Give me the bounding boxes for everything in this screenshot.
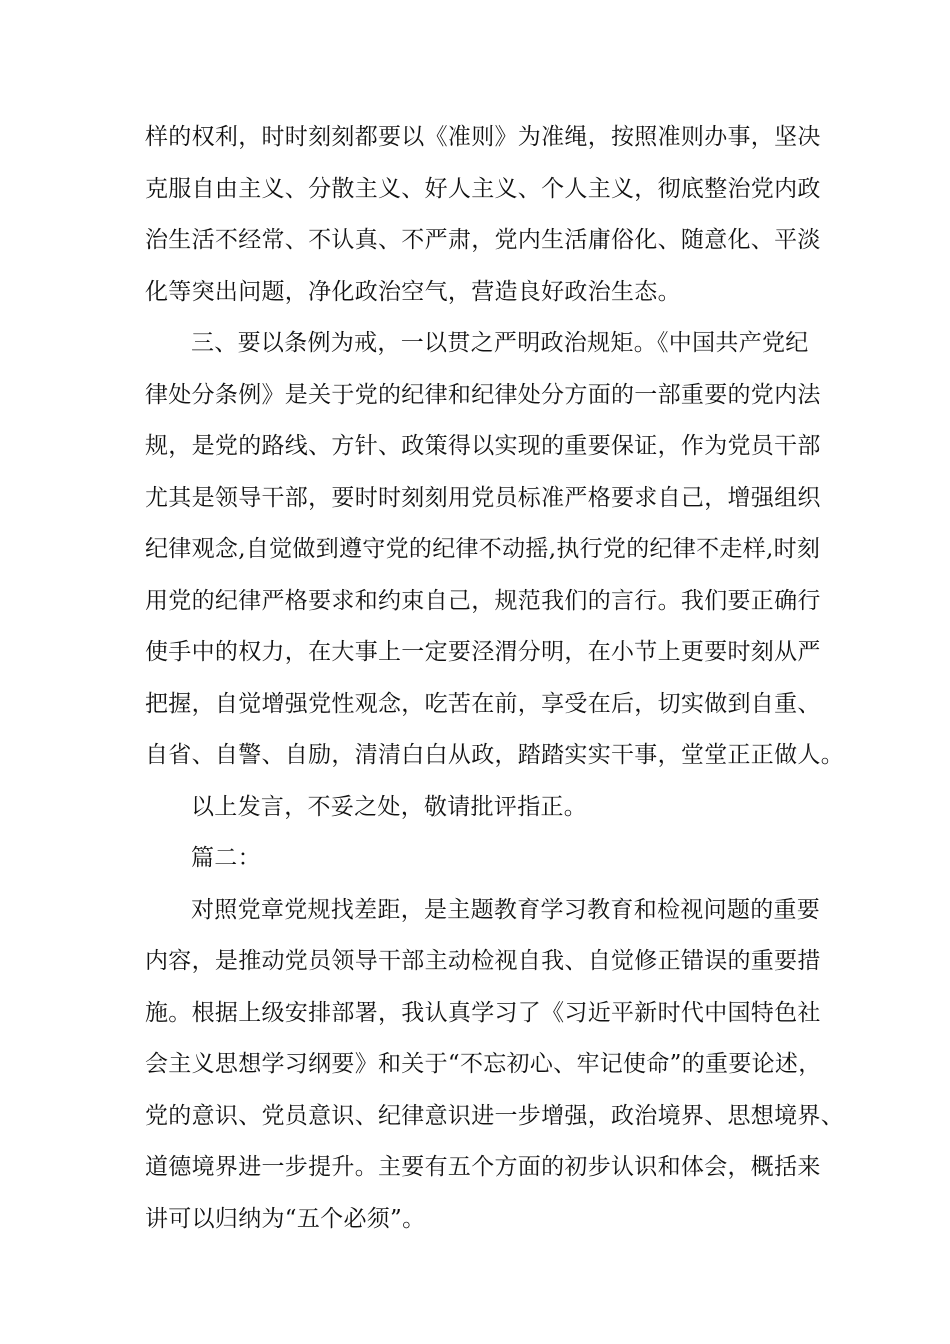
text-line: 道德境界进一步提升。主要有五个方面的初步认识和体会，概括来 xyxy=(145,1154,821,1180)
text-line: 把握，自觉增强党性观念，吃苦在前，享受在后，切实做到自重、 xyxy=(145,690,821,717)
text-line: 党的意识、党员意识、纪律意识进一步增强，政治境界、思想境界、 xyxy=(145,1102,844,1129)
text-line: 施。根据上级安排部署，我认真学习了《习近平新时代中国特色社 xyxy=(145,999,821,1026)
document-body xyxy=(145,112,845,1245)
text-line: 三、要以条例为戒，一以贯之严明政治规矩。《中国共产党纪 xyxy=(191,330,809,356)
text-line: 使手中的权力，在大事上一定要泾渭分明，在小节上更要时刻从严 xyxy=(145,639,821,665)
text-line: 用党的纪律严格要求和约束自己，规范我们的言行。我们要正确行 xyxy=(145,587,821,614)
text-line: 规，是党的路线、方针、政策得以实现的重要保证，作为党员干部 xyxy=(145,433,821,459)
text-line: 讲可以归纳为“五个必须”。 xyxy=(145,1205,426,1232)
text-line: 化等突出问题，净化政治空气，营造良好政治生态。 xyxy=(145,278,681,305)
text-line: 内容，是推动党员领导干部主动检视自我、自觉修正错误的重要措 xyxy=(145,948,821,974)
text-line: 律处分条例》是关于党的纪律和纪律处分方面的一部重要的党内法 xyxy=(145,381,821,408)
text-line: 会主义思想学习纲要》和关于“不忘初心、牢记使命”的重要论述， xyxy=(145,1051,822,1077)
text-line: 篇二： xyxy=(191,845,261,871)
text-line: 自省、自警、自励，清清白白从政，踏踏实实干事，堂堂正正做人。 xyxy=(145,742,844,768)
text-line: 以上发言，不妥之处，敬请批评指正。 xyxy=(191,793,588,820)
text-line: 尤其是领导干部，要时时刻刻用党员标准严格要求自己，增强组织 xyxy=(145,484,821,511)
text-line: 纪律观念,自觉做到遵守党的纪律不动摇,执行党的纪律不走样,时刻 xyxy=(145,536,821,562)
text-line: 对照党章党规找差距，是主题教育学习教育和检视问题的重要 xyxy=(191,896,821,923)
text-line: 治生活不经常、不认真、不严肃，党内生活庸俗化、随意化、平淡 xyxy=(145,227,821,253)
text-line: 克服自由主义、分散主义、好人主义、个人主义，彻底整治党内政 xyxy=(145,175,821,202)
text-line: 样的权利，时时刻刻都要以《准则》为准绳，按照准则办事，坚决 xyxy=(145,124,821,150)
